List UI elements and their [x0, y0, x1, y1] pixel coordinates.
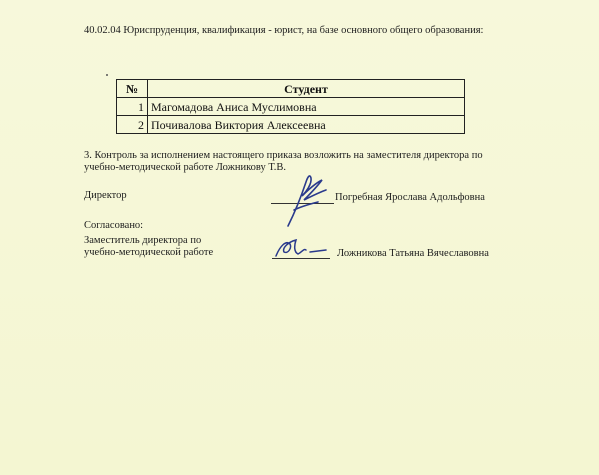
table-row: [117, 116, 465, 134]
table-row: [117, 98, 465, 116]
row-number: 2: [117, 116, 148, 134]
director-name: Погребная Ярослава Адольфовна: [335, 192, 485, 203]
deputy-signature-icon: [272, 234, 332, 262]
deputy-name: Ложникова Татьяна Вячеславовна: [337, 248, 489, 259]
student-name: Магомадова Аниса Муслимовна: [148, 98, 465, 116]
table-header-row: [117, 80, 465, 98]
approval-label: Согласовано:: [84, 220, 144, 231]
students-table: [116, 79, 465, 134]
director-signature-icon: [280, 170, 340, 230]
stray-dot: [106, 74, 108, 76]
specialty-line: 40.02.04 Юриспруденция, квалификация - юрист, на базе основного общего образования:: [84, 25, 484, 36]
student-name: Почивалова Виктория Алексеевна: [148, 116, 465, 134]
deputy-position-line-2: учебно-методической работе: [84, 247, 214, 258]
paragraph-3-line-1: 3. Контроль за исполнением настоящего приказа возложить на заместителя директора по: [84, 150, 483, 161]
director-title: Директор: [84, 190, 127, 201]
deputy-position-line-1: Заместитель директора по: [84, 235, 202, 246]
paragraph-3-line-2: учебно-методической работе Ложникову Т.В.: [84, 162, 286, 173]
row-number: 1: [117, 98, 148, 116]
column-header-number: №: [117, 80, 148, 98]
column-header-student: Студент: [148, 80, 465, 98]
